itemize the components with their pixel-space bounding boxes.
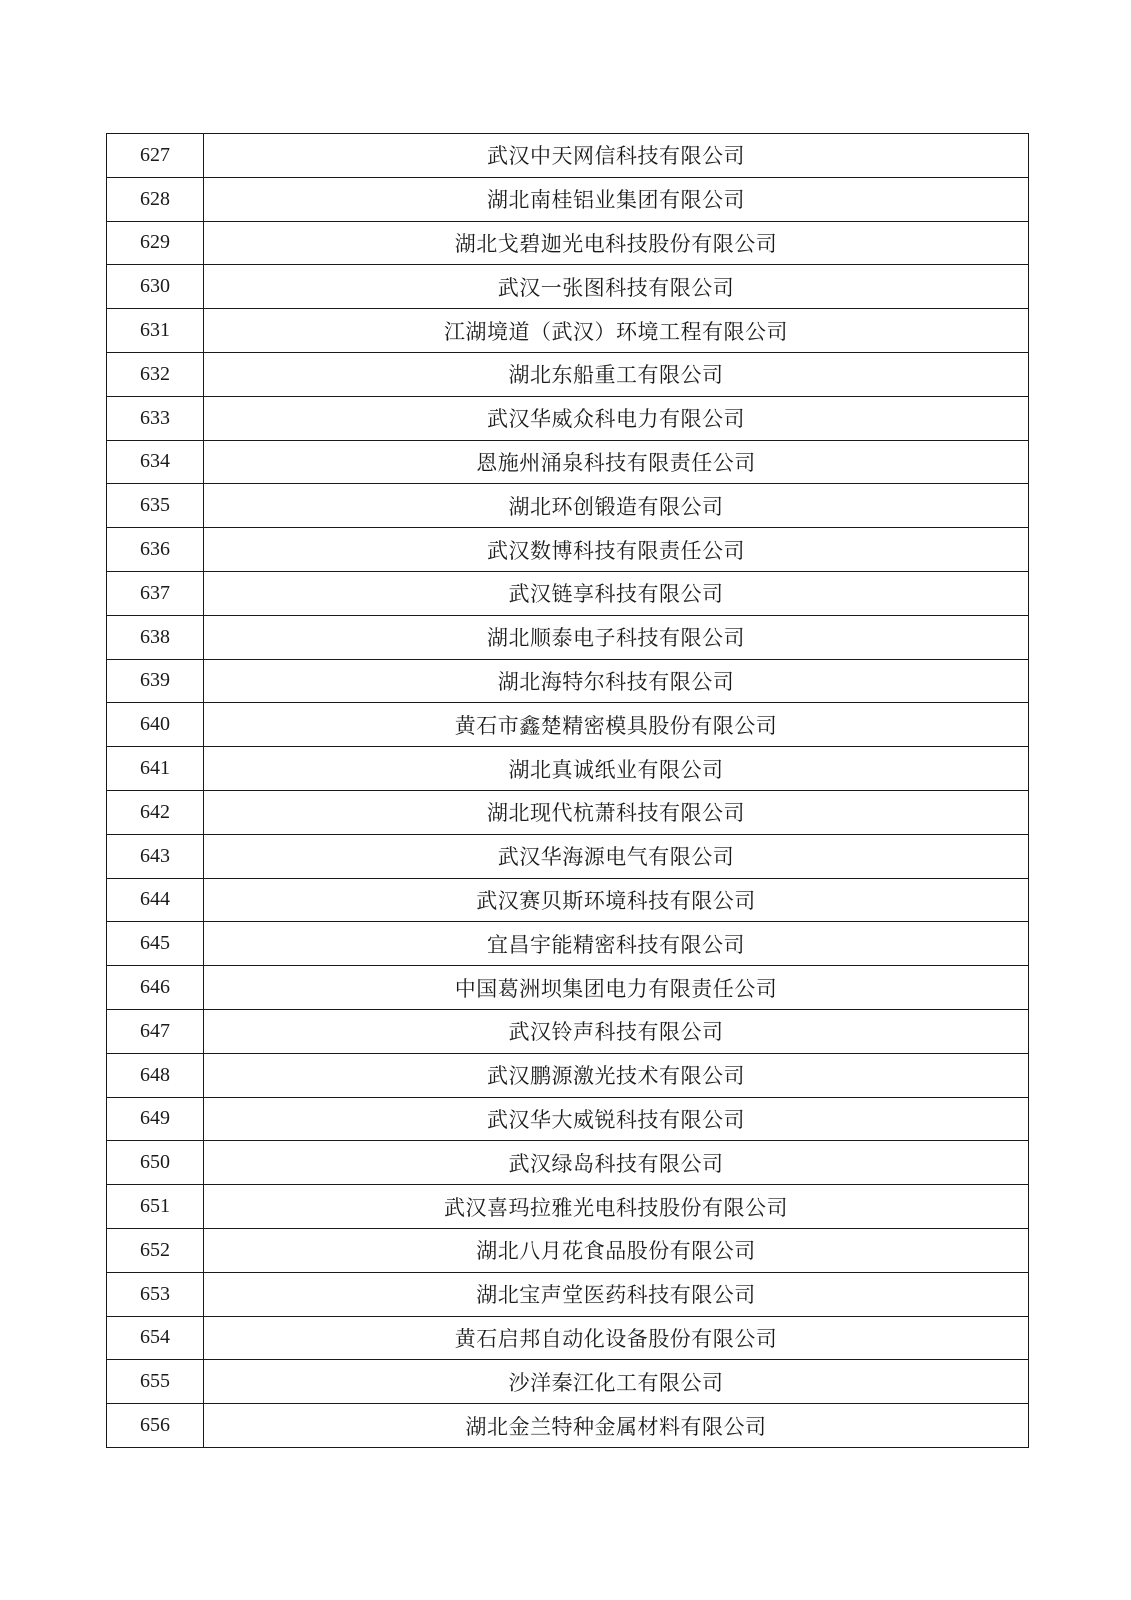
table-row — [107, 747, 1029, 791]
row-number: 643 — [107, 834, 204, 878]
table-row — [107, 834, 1029, 878]
row-number: 656 — [107, 1404, 204, 1448]
table-row — [107, 1053, 1029, 1097]
company-name: 武汉中天网信科技有限公司 — [204, 134, 1029, 178]
company-name: 湖北东船重工有限公司 — [204, 352, 1029, 396]
table-row — [107, 703, 1029, 747]
company-name: 武汉喜玛拉雅光电科技股份有限公司 — [204, 1185, 1029, 1229]
company-name: 恩施州涌泉科技有限责任公司 — [204, 440, 1029, 484]
company-name: 武汉链享科技有限公司 — [204, 571, 1029, 615]
company-name: 武汉华大威锐科技有限公司 — [204, 1097, 1029, 1141]
row-number: 647 — [107, 1009, 204, 1053]
company-name: 武汉华海源电气有限公司 — [204, 834, 1029, 878]
table-row — [107, 1272, 1029, 1316]
table-row — [107, 134, 1029, 178]
table-row — [107, 177, 1029, 221]
company-name: 武汉绿岛科技有限公司 — [204, 1141, 1029, 1185]
row-number: 655 — [107, 1360, 204, 1404]
company-name: 武汉华威众科电力有限公司 — [204, 396, 1029, 440]
company-list-table — [106, 133, 1029, 1448]
row-number: 636 — [107, 528, 204, 572]
row-number: 650 — [107, 1141, 204, 1185]
table-row — [107, 396, 1029, 440]
row-number: 651 — [107, 1185, 204, 1229]
row-number: 627 — [107, 134, 204, 178]
table-row — [107, 922, 1029, 966]
row-number: 654 — [107, 1316, 204, 1360]
table-row — [107, 659, 1029, 703]
company-name: 江湖境道（武汉）环境工程有限公司 — [204, 309, 1029, 353]
row-number: 637 — [107, 571, 204, 615]
company-name: 湖北海特尔科技有限公司 — [204, 659, 1029, 703]
table-row — [107, 790, 1029, 834]
row-number: 640 — [107, 703, 204, 747]
row-number: 629 — [107, 221, 204, 265]
company-name: 黄石市鑫楚精密模具股份有限公司 — [204, 703, 1029, 747]
company-name: 沙洋秦江化工有限公司 — [204, 1360, 1029, 1404]
row-number: 634 — [107, 440, 204, 484]
company-name: 武汉铃声科技有限公司 — [204, 1009, 1029, 1053]
table-row — [107, 352, 1029, 396]
table-row — [107, 1404, 1029, 1448]
table-row — [107, 440, 1029, 484]
table-row — [107, 1360, 1029, 1404]
row-number: 632 — [107, 352, 204, 396]
table-row — [107, 221, 1029, 265]
company-name: 湖北顺泰电子科技有限公司 — [204, 615, 1029, 659]
company-name: 武汉一张图科技有限公司 — [204, 265, 1029, 309]
row-number: 638 — [107, 615, 204, 659]
table-row — [107, 571, 1029, 615]
table-row — [107, 878, 1029, 922]
row-number: 652 — [107, 1228, 204, 1272]
row-number: 631 — [107, 309, 204, 353]
company-name: 湖北宝声堂医药科技有限公司 — [204, 1272, 1029, 1316]
company-list-body — [107, 134, 1029, 1448]
row-number: 641 — [107, 747, 204, 791]
table-row — [107, 966, 1029, 1010]
company-name: 武汉赛贝斯环境科技有限公司 — [204, 878, 1029, 922]
company-name: 湖北金兰特种金属材料有限公司 — [204, 1404, 1029, 1448]
company-name: 黄石启邦自动化设备股份有限公司 — [204, 1316, 1029, 1360]
table-row — [107, 1141, 1029, 1185]
table-row — [107, 1316, 1029, 1360]
table-row — [107, 265, 1029, 309]
company-name: 湖北八月花食品股份有限公司 — [204, 1228, 1029, 1272]
table-row — [107, 528, 1029, 572]
company-name: 湖北真诚纸业有限公司 — [204, 747, 1029, 791]
table-row — [107, 484, 1029, 528]
row-number: 630 — [107, 265, 204, 309]
row-number: 646 — [107, 966, 204, 1010]
table-row — [107, 615, 1029, 659]
row-number: 648 — [107, 1053, 204, 1097]
row-number: 653 — [107, 1272, 204, 1316]
row-number: 633 — [107, 396, 204, 440]
company-name: 湖北戈碧迦光电科技股份有限公司 — [204, 221, 1029, 265]
row-number: 635 — [107, 484, 204, 528]
table-row — [107, 1228, 1029, 1272]
company-name: 武汉数博科技有限责任公司 — [204, 528, 1029, 572]
table-row — [107, 309, 1029, 353]
table-row — [107, 1097, 1029, 1141]
row-number: 628 — [107, 177, 204, 221]
company-name: 宜昌宇能精密科技有限公司 — [204, 922, 1029, 966]
row-number: 639 — [107, 659, 204, 703]
row-number: 644 — [107, 878, 204, 922]
row-number: 645 — [107, 922, 204, 966]
company-name: 中国葛洲坝集团电力有限责任公司 — [204, 966, 1029, 1010]
row-number: 649 — [107, 1097, 204, 1141]
company-name: 湖北现代杭萧科技有限公司 — [204, 790, 1029, 834]
company-name: 湖北南桂铝业集团有限公司 — [204, 177, 1029, 221]
row-number: 642 — [107, 790, 204, 834]
table-row — [107, 1185, 1029, 1229]
company-name: 武汉鹏源激光技术有限公司 — [204, 1053, 1029, 1097]
company-name: 湖北环创锻造有限公司 — [204, 484, 1029, 528]
table-row — [107, 1009, 1029, 1053]
